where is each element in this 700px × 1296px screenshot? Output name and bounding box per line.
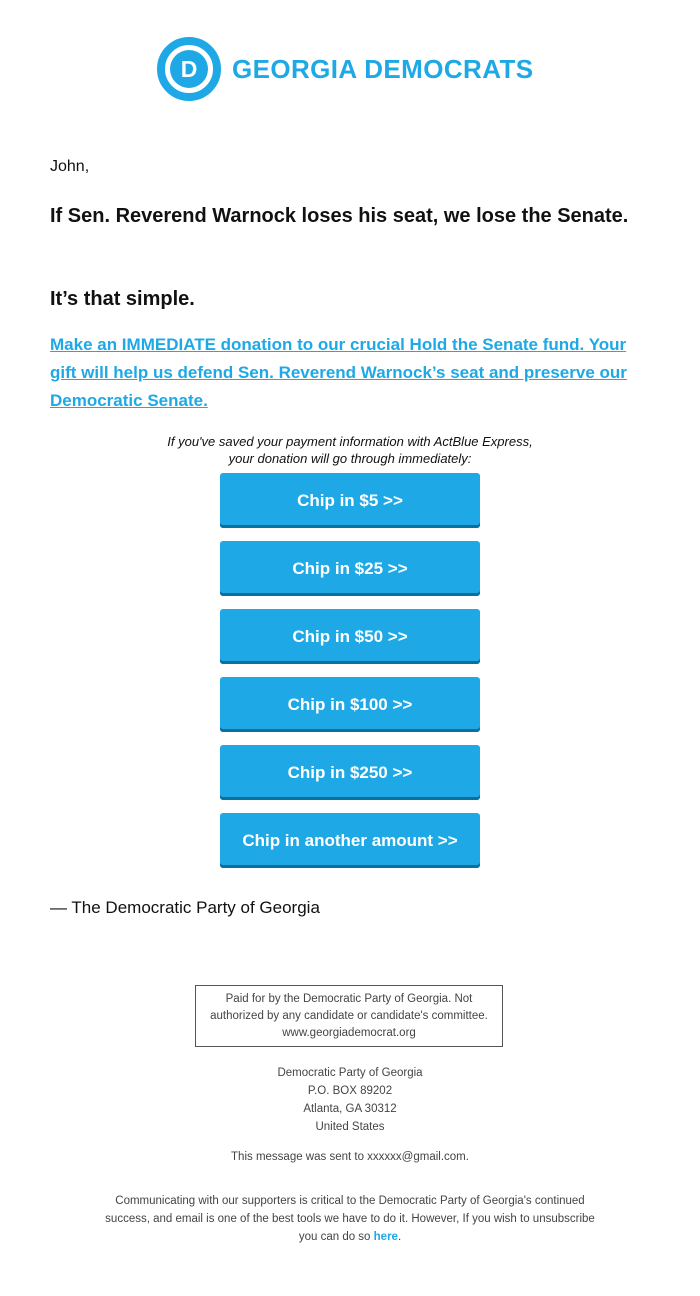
subhead: It’s that simple. xyxy=(50,288,195,310)
cta-paragraph xyxy=(50,331,650,415)
address-country: United States xyxy=(315,1121,385,1133)
donate-100-button[interactable]: Chip in $100 >> xyxy=(220,677,480,732)
donate-other-amount-button[interactable]: Chip in another amount >> xyxy=(220,813,480,868)
disclaimer-line1: Paid for by the Democratic Party of Georgia. Not xyxy=(225,993,473,1005)
disclaimer-line3: www.georgiademocrat.org xyxy=(282,1027,416,1039)
address-city: Atlanta, GA 30312 xyxy=(303,1103,397,1115)
donate-25-button[interactable]: Chip in $25 >> xyxy=(220,541,480,596)
unsubscribe-notice xyxy=(95,1192,605,1246)
unsubscribe-link[interactable]: here xyxy=(373,1231,398,1243)
signoff: — The Democratic Party of Georgia xyxy=(50,898,320,917)
donate-cta-link[interactable]: Make an IMMEDIATE donation to our crucial Hold the Senate fund. Your gift will help us defend Sen. Reverend Warnock’s seat and preserve our Democratic Senate. xyxy=(50,335,627,410)
mailing-address xyxy=(0,1064,700,1136)
donate-50-button[interactable]: Chip in $50 >> xyxy=(220,609,480,664)
unsubscribe-text: Communicating with our supporters is critical to the Democratic Party of Georgia's continued success, and email is one of the best tools we have to do it. However, If you wish to unsubscribe you can do so xyxy=(105,1195,595,1243)
sent-to-notice: This message was sent to xxxxxx@gmail.com. xyxy=(231,1151,469,1163)
express-note-line2: your donation will go through immediately: xyxy=(228,451,472,466)
address-po-box: P.O. BOX 89202 xyxy=(307,1085,393,1097)
address-name: Democratic Party of Georgia xyxy=(277,1067,423,1079)
paid-for-disclaimer xyxy=(195,985,503,1047)
unsubscribe-period: . xyxy=(397,1231,402,1243)
org-name: GEORGIA DEMOCRATS xyxy=(232,53,534,84)
donate-250-button[interactable]: Chip in $250 >> xyxy=(220,745,480,800)
donate-5-button[interactable]: Chip in $5 >> xyxy=(220,473,480,528)
logo[interactable] xyxy=(156,36,533,102)
logo-letter: D xyxy=(180,56,198,82)
headline: If Sen. Reverend Warnock loses his seat, we lose the Senate. xyxy=(50,205,629,227)
disclaimer-line2: authorized by any candidate or candidate's committee. xyxy=(210,1010,488,1022)
d-circle-logo-icon xyxy=(156,36,222,102)
express-note-line1: If you've saved your payment information with ActBlue Express, xyxy=(167,434,533,449)
express-note xyxy=(100,433,600,467)
greeting: John, xyxy=(50,158,90,175)
donate-button-group xyxy=(220,473,480,881)
